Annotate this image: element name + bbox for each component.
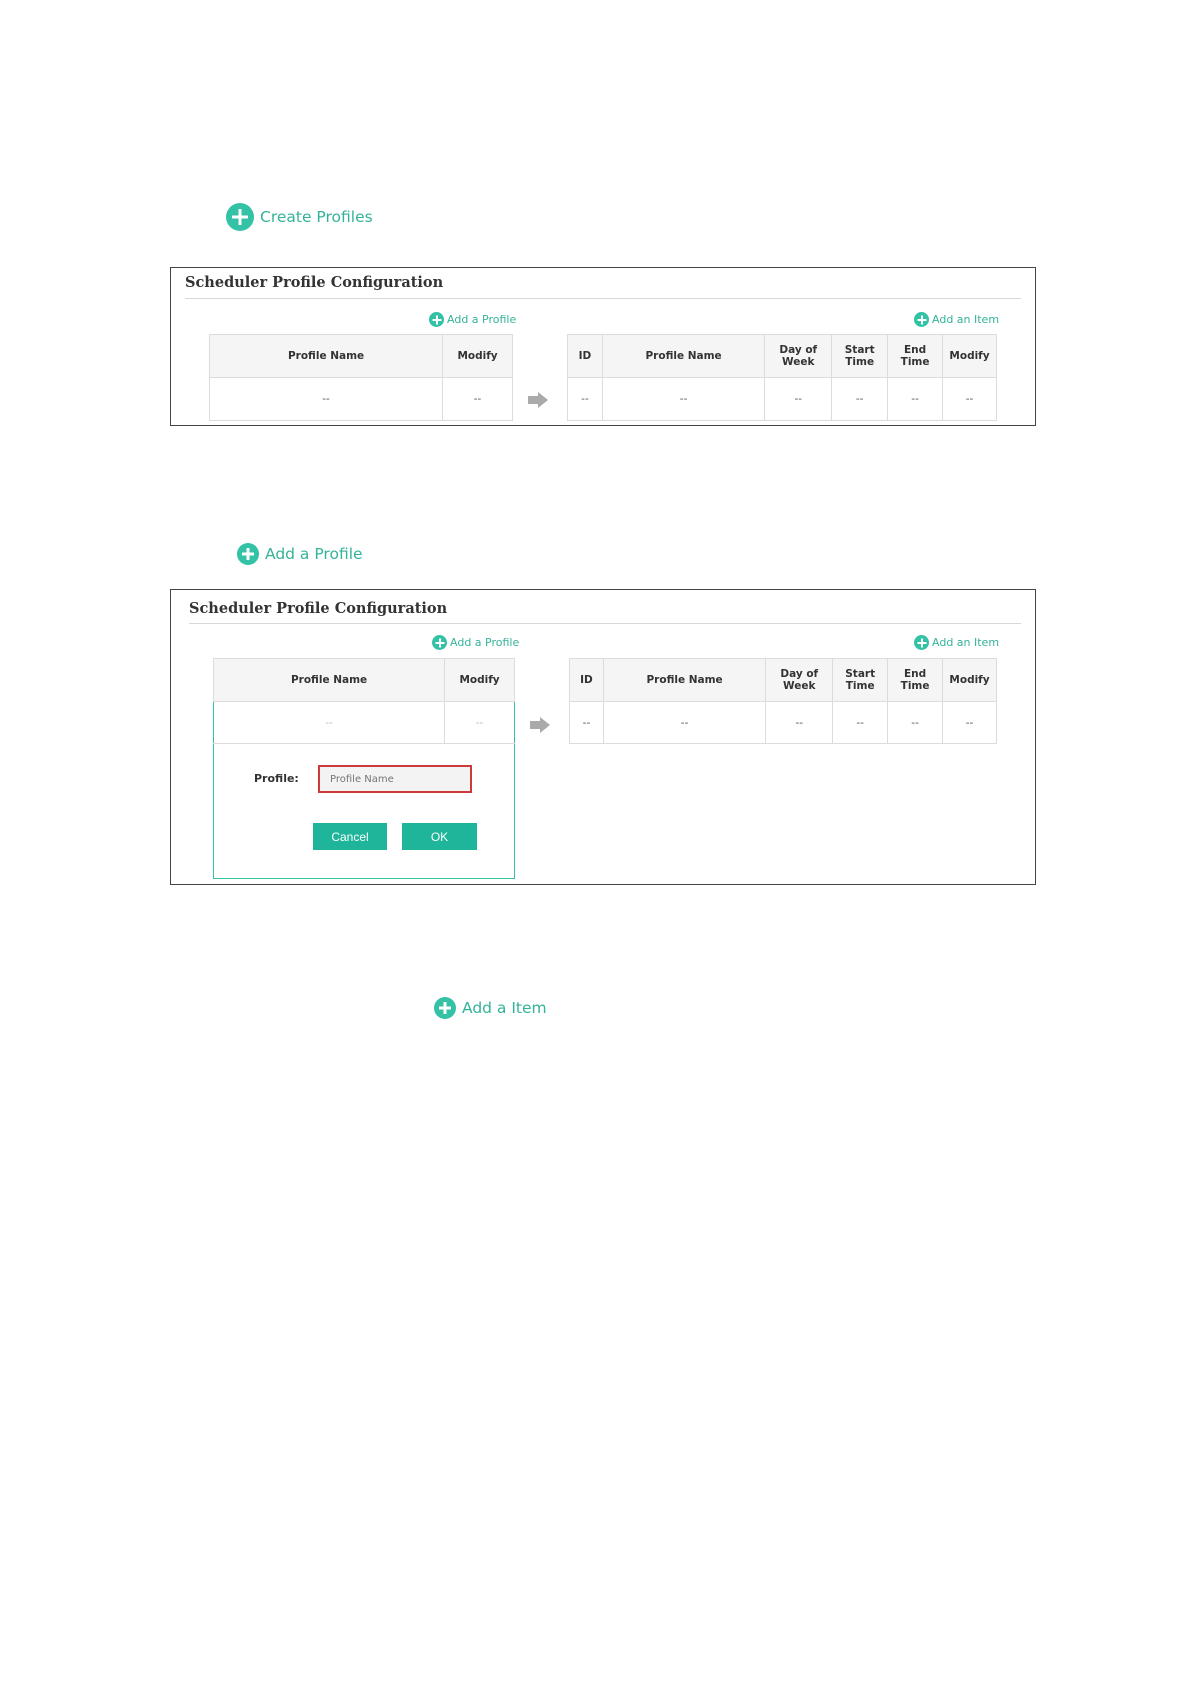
scheduler-panel-2 [170, 589, 1036, 885]
header-profile-name: Profile Name [210, 335, 443, 378]
add-profile-link[interactable]: Add a Profile [429, 312, 516, 327]
cell: -- [832, 378, 888, 421]
header-modify: Modify [445, 659, 515, 702]
plus-circle-icon [914, 635, 929, 650]
profile-label: Profile: [254, 772, 299, 785]
profile-table [213, 658, 515, 744]
plus-circle-icon [434, 997, 456, 1019]
table-row [568, 378, 997, 421]
header-modify: Modify [943, 659, 997, 702]
table-row [214, 702, 515, 744]
header-start-time: Start Time [833, 659, 888, 702]
table-row [210, 378, 513, 421]
header-id: ID [568, 335, 603, 378]
profile-name-input[interactable] [318, 765, 472, 793]
cell: -- [765, 378, 832, 421]
header-profile-name: Profile Name [603, 659, 765, 702]
panel-divider [185, 298, 1021, 299]
item-table [569, 658, 997, 744]
header-modify: Modify [443, 335, 513, 378]
cell: -- [214, 702, 445, 744]
cancel-button[interactable]: Cancel [313, 823, 387, 850]
cell: -- [570, 702, 604, 744]
cell[interactable]: -- [943, 378, 997, 421]
create-profiles-link[interactable]: Create Profiles [226, 203, 373, 231]
add-item-link[interactable]: Add an Item [914, 312, 999, 327]
item-table [567, 334, 997, 421]
header-modify: Modify [943, 335, 997, 378]
scheduler-panel-1 [170, 267, 1036, 426]
cell: -- [568, 378, 603, 421]
header-end-time: End Time [888, 335, 943, 378]
cell[interactable]: -- [943, 702, 997, 744]
panel-title: Scheduler Profile Configuration [185, 274, 444, 291]
plus-circle-icon [432, 635, 447, 650]
header-id: ID [570, 659, 604, 702]
cell: -- [603, 702, 765, 744]
cell[interactable]: -- [443, 378, 513, 421]
header-end-time: End Time [888, 659, 943, 702]
arrow-right-icon [528, 392, 548, 408]
table-row [570, 702, 997, 744]
header-day-of-week: Day of Week [766, 659, 833, 702]
plus-circle-icon [914, 312, 929, 327]
cell[interactable]: -- [445, 702, 515, 744]
cell: -- [766, 702, 833, 744]
plus-circle-icon [226, 203, 254, 231]
header-day-of-week: Day of Week [765, 335, 832, 378]
cell: -- [833, 702, 888, 744]
cell: -- [888, 702, 943, 744]
add-a-profile-link[interactable]: Add a Profile [237, 543, 363, 565]
plus-circle-icon [237, 543, 259, 565]
panel-divider [189, 623, 1021, 624]
profile-table [209, 334, 513, 421]
plus-circle-icon [429, 312, 444, 327]
cell: -- [602, 378, 764, 421]
add-a-item-link[interactable]: Add a Item [434, 997, 547, 1019]
cell: -- [210, 378, 443, 421]
add-item-link[interactable]: Add an Item [914, 635, 999, 650]
header-profile-name: Profile Name [214, 659, 445, 702]
header-profile-name: Profile Name [602, 335, 764, 378]
add-profile-link[interactable]: Add a Profile [432, 635, 519, 650]
arrow-right-icon [530, 717, 550, 733]
panel-title: Scheduler Profile Configuration [189, 600, 448, 617]
header-start-time: Start Time [832, 335, 888, 378]
ok-button[interactable]: OK [402, 823, 477, 850]
cell: -- [888, 378, 943, 421]
